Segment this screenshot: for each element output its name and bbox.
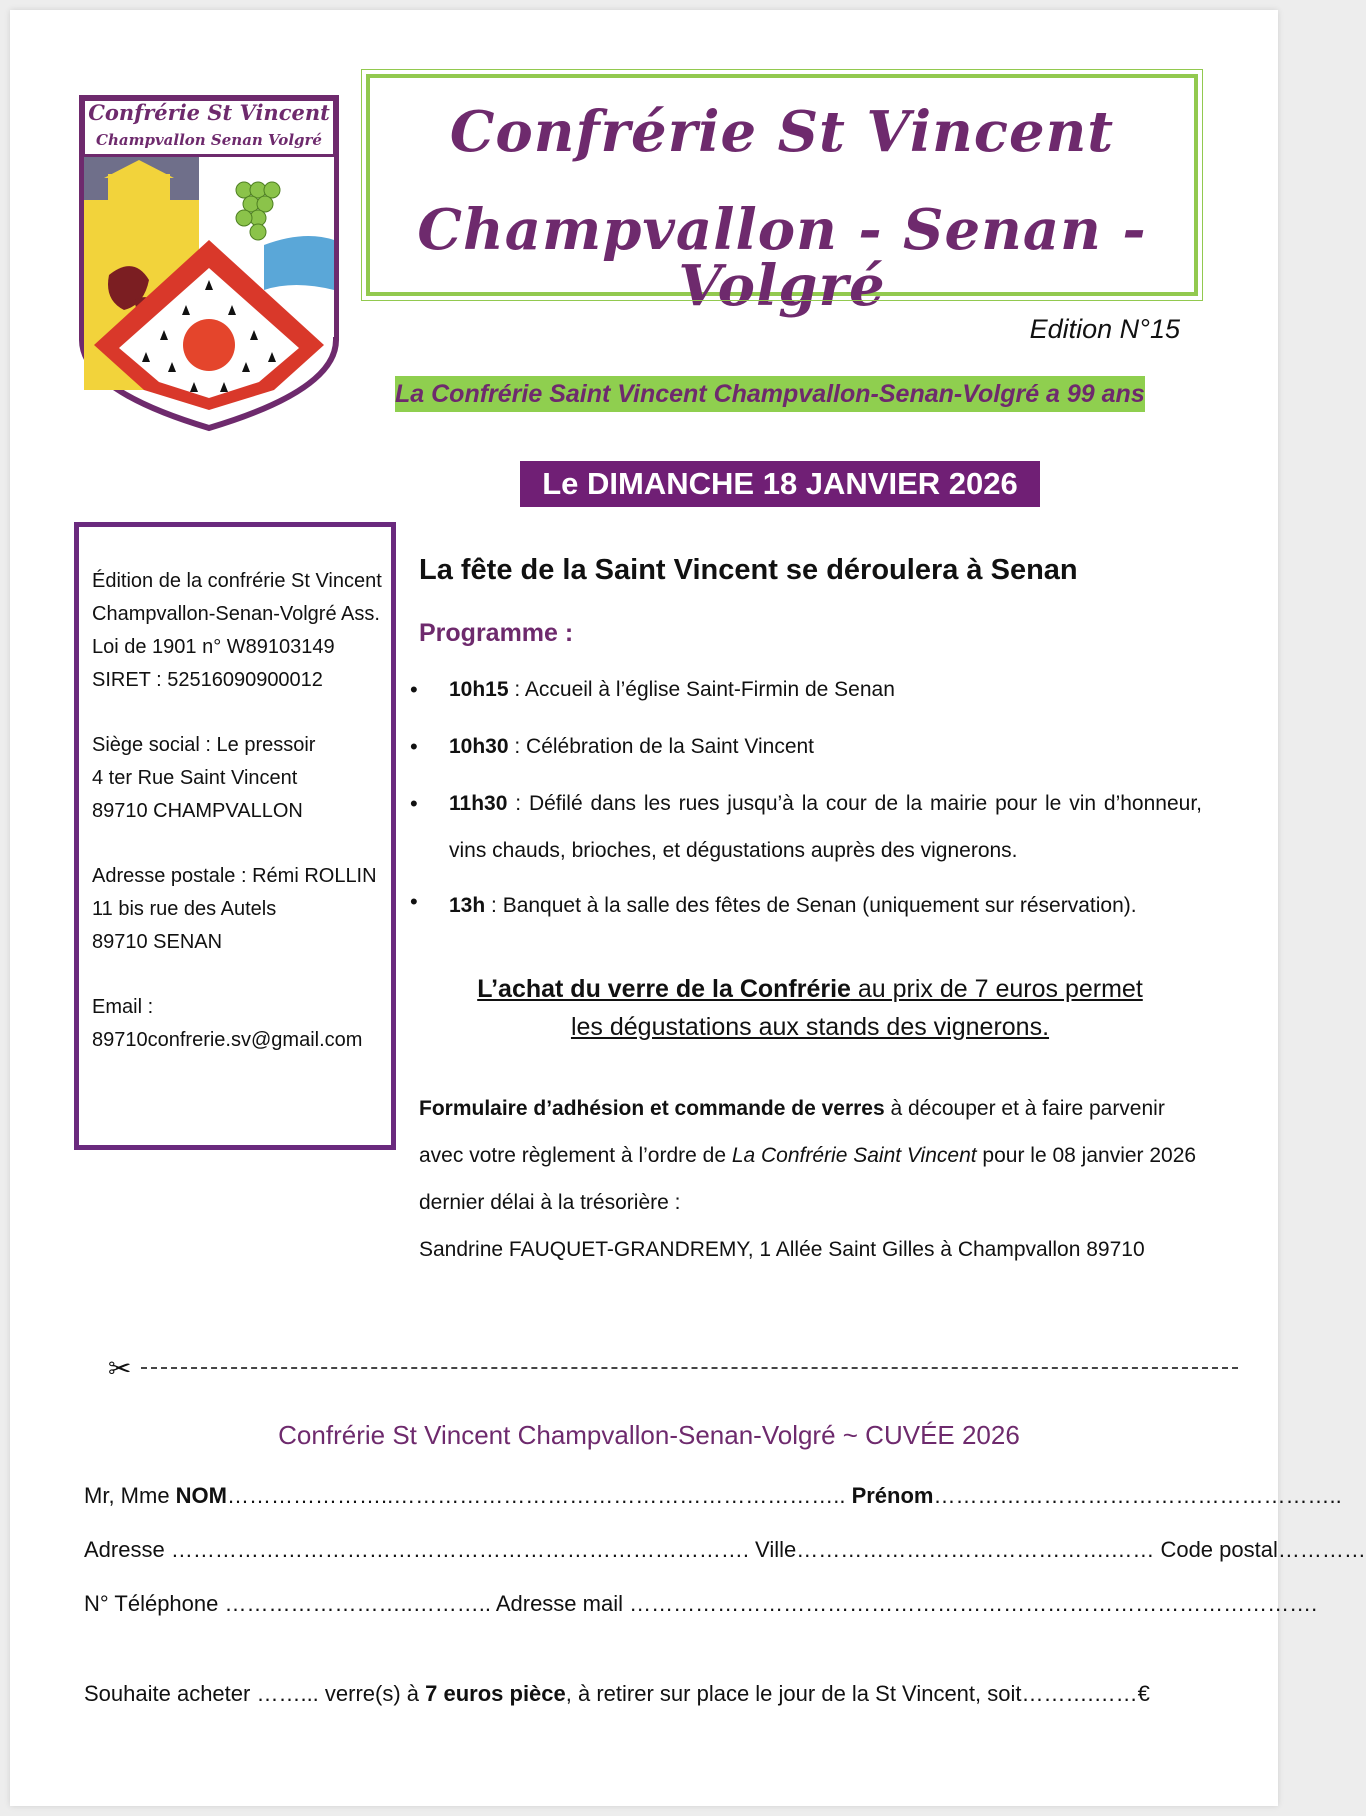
head-office-address <box>92 729 391 828</box>
postal-city: 89710 SENAN <box>92 931 223 953</box>
program-time: 11h30 <box>449 792 508 815</box>
glass-note-bold: L’achat du verre de la Confrérie <box>477 975 851 1003</box>
order-text-b: , à retirer sur place le jour de la St Vincent, soit……….……€ <box>565 1681 1150 1706</box>
event-date-badge: Le DIMANCHE 18 JANVIER 2026 <box>520 461 1040 507</box>
association-details: Édition de la confrérie St Vincent Champvallon-Senan-Volgré Ass. Loi de 1901 n° W89103149 SIRET : 52516090900012 <box>92 570 382 691</box>
coupon-title: Confrérie St Vincent Champvallon-Senan-Volgré ~ CUVÉE 2026 <box>278 1420 1020 1450</box>
program-time: 10h30 <box>449 735 509 758</box>
program-time: 13h <box>449 894 486 917</box>
siege-label: Siège social : Le pressoir <box>92 734 316 756</box>
edition-number: Edition N°15 <box>1029 314 1180 344</box>
form-instructions-text2: pour le 08 janvier 2026 dernier délai à la trésorière : <box>419 1144 1197 1214</box>
postal-street: 11 bis rue des Autels <box>92 898 277 920</box>
title-line-2: Champvallon - Senan - Volgré <box>417 197 1147 319</box>
crest-line1: Confrérie St Vincent <box>88 100 330 125</box>
title-box <box>366 74 1198 319</box>
program-item <box>410 780 1202 874</box>
treasurer-address: Sandrine FAUQUET-GRANDREMY, 1 Allée Saint Gilles à Champvallon 89710 <box>419 1238 1145 1261</box>
price-bold: 7 euros pièce <box>425 1681 566 1706</box>
nom-field[interactable]: …………………..…………………………………………………….. <box>227 1483 852 1508</box>
confrerie-crest-logo <box>74 90 344 435</box>
order-text-a: Souhaite acheter ……... verre(s) à <box>84 1681 426 1706</box>
glass-note-rest: au prix de 7 euros permet <box>850 975 1143 1003</box>
email-label: Email : <box>92 996 154 1018</box>
siege-city: 89710 CHAMPVALLON <box>92 800 303 822</box>
association-info-box <box>74 522 396 1150</box>
dashed-separator <box>141 1367 1238 1369</box>
coupon-row-address[interactable]: Adresse ……………………………………………………………………. Ville…………………………………….…… Code postal………… <box>84 1537 1366 1562</box>
name-prefix-label: Mr, Mme <box>84 1483 176 1508</box>
form-instructions-bold: Formulaire d’adhésion et commande de verres <box>419 1097 885 1120</box>
form-instructions <box>419 1085 1209 1273</box>
prenom-field[interactable]: ……………………………………………….. <box>933 1483 1342 1508</box>
program-text: : Banquet à la salle des fêtes de Senan (uniquement sur réservation). <box>485 894 1137 917</box>
crest-line2: Champvallon Senan Volgré <box>96 131 322 149</box>
coupon-row-name <box>84 1483 1342 1509</box>
form-instructions-italic: La Confrérie Saint Vincent <box>731 1144 977 1167</box>
coupon-row-phone-email[interactable]: N° Téléphone ……………………..……….. Adresse mail …………………………………………………………………………………. <box>84 1591 1318 1616</box>
program-item <box>410 884 1202 924</box>
program-title: Programme : <box>419 619 574 647</box>
nom-label: NOM <box>175 1483 227 1508</box>
coupon-row-order[interactable] <box>84 1681 1150 1707</box>
flyer-page <box>10 10 1366 1806</box>
program-text: : Célébration de la Saint Vincent <box>508 735 815 758</box>
postal-address <box>92 860 391 959</box>
prenom-label: Prénom <box>851 1483 934 1508</box>
cut-line <box>108 1353 1238 1383</box>
main-heading: La fête de la Saint Vincent se déroulera à Senan <box>419 554 1078 586</box>
program-list <box>410 666 1202 934</box>
title-line-1: Confrérie St Vincent <box>449 99 1115 165</box>
scissors-icon: ✂ <box>108 1352 132 1384</box>
glass-purchase-note <box>410 970 1210 1046</box>
form-instructions-text1: à découper et à faire parvenir avec votre règlement à l’ordre de <box>419 1097 1165 1167</box>
anniversary-banner: La Confrérie Saint Vincent Champvallon-Senan-Volgré a 99 ans <box>395 376 1145 412</box>
email-block <box>92 991 391 1057</box>
program-item <box>410 723 1202 770</box>
program-text: : Accueil à l’église Saint-Firmin de Senan <box>508 678 895 701</box>
program-time: 10h15 <box>449 678 509 701</box>
postal-label: Adresse postale : Rémi ROLLIN <box>92 865 377 887</box>
program-text: : Défilé dans les rues jusqu’à la cour de la mairie pour le vin d’honneur, vins chauds, brioches, et dégustations auprès des vignerons. <box>449 792 1202 862</box>
program-item <box>410 666 1202 713</box>
email-address[interactable]: 89710confrerie.sv@gmail.com <box>92 1029 363 1051</box>
glass-note-line2: les dégustations aux stands des vignerons. <box>570 1013 1050 1041</box>
siege-street: 4 ter Rue Saint Vincent <box>92 767 298 789</box>
